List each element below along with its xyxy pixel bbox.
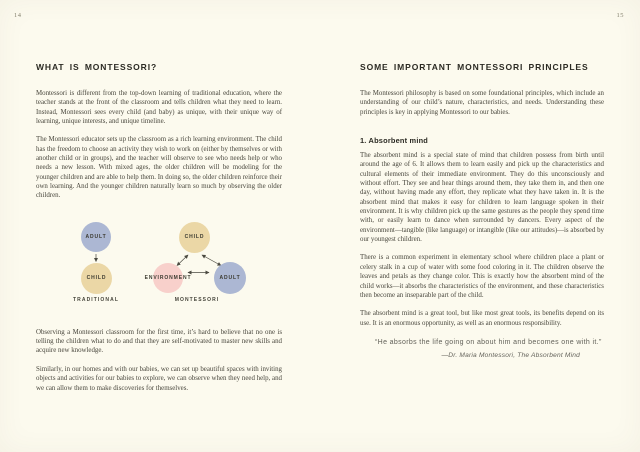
page-title-important-principles: SOME IMPORTANT MONTESSORI PRINCIPLES bbox=[360, 62, 589, 72]
page-14-content bbox=[36, 0, 282, 393]
paragraph: Similarly, in our homes and with our babies, we can set up beautiful spaces with inviting objects and activities for our babies to explore, we can observe when they need help, and we can allow them to make discoveries for themselves. bbox=[36, 365, 282, 392]
circle-label: ENVIRONMENT bbox=[144, 274, 192, 281]
paragraph: The absorbent mind is a great tool, but like most great tools, its benefits depend on its use. It is an enormous opportunity, as well as an enormous responsibility. bbox=[360, 310, 604, 327]
paragraph: The Montessori educator sets up the classroom as a rich learning environment. The child has the freedom to choose an activity they wish to work on (either by themselves or with another child or in groups), and the teacher will observe to see who needs help or who needs a new lesson. With mixed ages, the older children will be modeling for the younger children and are able to help them. In doing so, the older children reinforce their own learning. And the younger children naturally learn so much by observing the older children. bbox=[36, 136, 282, 200]
montessori-caption: MONTESSORI bbox=[174, 296, 220, 303]
montessori-vs-traditional-diagram bbox=[36, 217, 282, 309]
quote-attribution bbox=[360, 352, 580, 359]
traditional-caption: TRADITIONAL bbox=[73, 296, 119, 303]
paragraph: The Montessori philosophy is based on some foundational principles, which include an understanding of our child’s nature, characteristics, and needs. Understanding these principles is key in applying Montessori to our babies. bbox=[360, 90, 604, 116]
traditional-adult-circle bbox=[81, 222, 111, 252]
block-quote: “He absorbs the life going on about him and becomes one with it.” bbox=[375, 338, 602, 346]
paragraph: Montessori is different from the top-down learning of traditional education, where the teacher stands at the front of the classroom and tells children what they need to learn. Instead, Montessori sees every child (and baby) as unique, with their unique way of learning, unique interests, and unique timeline. bbox=[36, 90, 282, 126]
double-arrow-child-adult-icon bbox=[202, 255, 221, 266]
diagram-arrows bbox=[36, 217, 282, 309]
montessori-environment-circle bbox=[144, 263, 192, 293]
double-arrow-child-environment-icon bbox=[177, 255, 188, 266]
paragraph: Observing a Montessori classroom for the first time, it’s hard to believe that no one is telling the children what to do and that they are self-motivated to master new skills and acquire new knowledge. bbox=[36, 328, 282, 355]
circle-label: CHILD bbox=[184, 234, 205, 241]
page-15 bbox=[320, 0, 640, 452]
circle-label: ADULT bbox=[219, 274, 241, 281]
circle-label: CHILD bbox=[86, 275, 107, 282]
montessori-child-circle bbox=[179, 222, 210, 253]
section-heading-absorbent-mind: 1. Absorbent mind bbox=[360, 136, 429, 146]
paragraph: The absorbent mind is a special state of mind that children possess from birth until around the age of 6. It allows them to learn easily and pick up the characteristics and cultural elements of their immediate environment. They do this unconsciously and without effort. They see and hear things around them, they take them in, and then one day, without having made any effort, they replicate what they have taken in. It is the absorbent mind that makes it easy for children to learn language spoken in their environment. It is why children pick up the same gestures as the people they spend time with, or easily learn to dance when surrounded by dancers. Every aspect of the environment—tangible (like language) or intangible (like our attitudes)—is absorbed by our youngest children. bbox=[360, 152, 604, 244]
page-number-right: 15 bbox=[616, 12, 624, 19]
circle-label: ADULT bbox=[85, 233, 107, 240]
traditional-child-circle bbox=[81, 263, 112, 294]
paragraph: There is a common experiment in elementary school where children place a plant or celery stalk in a cup of water with some food coloring in it. The children observe the leaves and petals as they change color. This is exactly how the absorbent mind of the child works—it absorbs the characteristics of the environment, and these characteristics then become an inseparable part of the child. bbox=[360, 254, 604, 299]
quote-attribution-name: —Dr. Maria Montessori, bbox=[441, 351, 518, 359]
page-15-content bbox=[360, 0, 604, 359]
quote-attribution-book-title: The Absorbent Mind bbox=[517, 351, 580, 359]
montessori-adult-circle bbox=[214, 262, 246, 294]
page-title-what-is-montessori: WHAT IS MONTESSORI? bbox=[36, 62, 158, 72]
page-number-left: 14 bbox=[14, 12, 22, 19]
